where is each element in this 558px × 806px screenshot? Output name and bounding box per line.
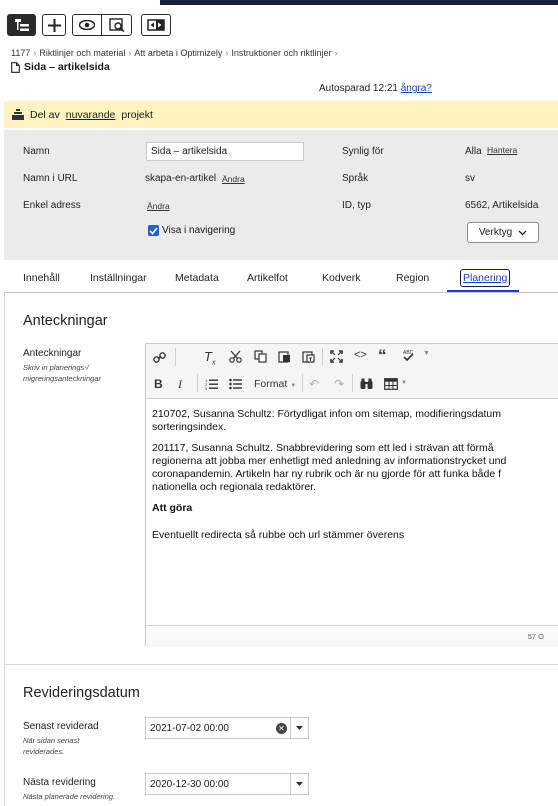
notes-help-line: Skriv in planerings-/ [23,363,89,372]
url-value: skapa-en-artikel [145,173,217,184]
note-line: regionerna att jobba mer enhetligt med anledning av informationstrycket und [152,455,507,467]
tab-bar [4,264,558,293]
table-dropdown-icon[interactable]: ▼ [401,380,407,386]
url-label: Namn i URL [23,173,78,184]
simple-address-change-link[interactable]: Ändra [147,201,170,211]
breadcrumb-separator: › [128,48,132,58]
tab-region[interactable]: Region [396,272,430,284]
top-bar-dark [160,0,558,5]
tab-article-footer[interactable]: Artikelfot [247,272,288,284]
compare-icon [147,19,165,31]
project-icon [12,109,24,120]
next-revision-label: Nästa revidering [23,777,96,788]
date-dropdown-button[interactable] [290,718,308,738]
name-label: Namn [23,146,50,157]
notes-rich-text-editor[interactable] [145,343,558,646]
format-dropdown[interactable]: Format ▼ [254,378,297,390]
tree-icon [14,18,30,32]
chevron-down-icon [296,782,303,786]
project-link[interactable]: nuvarande [65,108,116,121]
project-bar [4,101,558,128]
copy-icon[interactable] [254,350,267,366]
spellcheck-icon[interactable] [402,349,415,365]
chevron-down-icon [296,726,303,730]
preview-button[interactable] [102,15,131,35]
tab-metadata[interactable]: Metadata [175,272,219,284]
last-revised-date-input[interactable] [145,717,309,739]
language-label: Språk [342,173,369,184]
checkbox-checked-icon [148,225,159,236]
notes-section-title: Anteckningar [23,313,108,329]
language-value: sv [465,173,475,184]
format-dropdown-label: Format [254,378,288,390]
paste-icon[interactable] [278,350,291,366]
tools-button[interactable] [467,222,539,243]
source-code-icon[interactable]: <> [354,349,367,361]
svg-text:1: 1 [205,378,208,383]
svg-text:ABC: ABC [403,350,414,356]
page-title [11,61,110,73]
character-count: 57 O [527,632,544,641]
note-paragraph: Eventuellt redirecta så rubbe och url stämmer överens [152,529,405,541]
editor-toolbar [146,344,558,399]
compare-button[interactable] [141,14,171,36]
redo-icon[interactable]: ↷ [334,377,345,391]
focus-ring [460,269,510,287]
clear-formatting-icon[interactable]: $T_x$ [204,349,216,367]
toolbar-separator [302,374,303,392]
toolbar-separator [322,348,323,366]
breadcrumb-item[interactable]: Instruktioner och riktlinjer [231,48,332,58]
svg-text:3: 3 [205,386,208,390]
breadcrumb [11,48,340,58]
project-prefix: Del av [30,108,60,121]
section-divider [4,664,558,665]
add-button[interactable] [42,14,66,36]
link-icon[interactable] [153,351,166,367]
bulleted-list-icon[interactable] [229,378,242,393]
tools-button-label: Verktyg [478,227,513,238]
tab-codes[interactable]: Kodverk [322,272,361,284]
view-toggle-group [72,14,132,36]
id-type-label: ID, typ [342,200,371,211]
spellcheck-dropdown-icon[interactable]: ▼ [423,350,430,357]
global-toolbar [0,6,558,44]
bold-icon[interactable]: B [154,377,163,391]
note-line: 201117, Susanna Schultz. Snabbrevidering som ett led i strävan att förmå [152,442,494,454]
editor-status-bar [146,625,558,647]
last-revised-help-line: När sidan senast [23,736,80,745]
find-icon[interactable] [360,378,373,393]
note-paragraph [152,408,558,434]
toolbar-separator [175,348,176,366]
breadcrumb-item[interactable]: Att arbeta i Optimizely [134,48,223,58]
preview-search-icon [109,18,125,32]
toolbar-separator [197,374,198,392]
last-revised-label: Senast reviderad [23,721,99,732]
navigation-tree-button[interactable] [7,14,36,36]
toolbar-separator [352,374,353,392]
page-properties-panel [4,130,558,260]
show-in-navigation-checkbox[interactable] [148,225,235,236]
note-line: sorteringsindex. [152,421,227,433]
page-title-text: Sida – artikelsida [24,61,110,73]
chevron-down-icon [518,230,527,236]
breadcrumb-separator: › [225,48,229,58]
view-button[interactable] [73,15,102,35]
simple-address-label: Enkel adress [23,200,81,211]
autosave-text: Autosparad 12:21 [319,83,398,94]
note-heading: Att göra [152,502,193,514]
manage-visibility-link[interactable]: Hantera [487,145,518,155]
breadcrumb-separator: › [33,48,37,58]
breadcrumb-item[interactable]: 1177 [11,48,31,58]
note-paragraph [152,442,558,494]
notes-help [23,362,101,384]
last-revised-help-line: reviderades. [23,747,65,756]
project-suffix: projekt [121,108,153,121]
visible-for-value: Alla [465,146,482,157]
next-revision-date-value: 2020-12-30 00:00 [150,779,229,790]
next-revision-help: Nästa planerade revidering. [23,792,116,801]
id-type-value: 6562, Artikelsida [465,200,539,211]
notes-help-line: migreringsanteckningar [23,374,101,383]
url-change-link[interactable]: Ändra [222,174,245,184]
tab-planning-label: Planering [463,272,508,284]
clear-date-icon[interactable]: ✕ [276,723,287,734]
note-line: coronapandemin. Artikeln har ny rubrik och är nu gjorde för att funka både f [152,468,502,480]
date-dropdown-button[interactable] [290,774,308,794]
undo-link[interactable]: ångra? [400,83,432,94]
eye-icon [79,20,95,30]
maximize-icon[interactable] [330,350,343,366]
numbered-list-icon[interactable] [205,378,218,393]
breadcrumb-separator: › [334,48,338,58]
breadcrumb-item[interactable]: Riktlinjer och material [39,48,126,58]
tab-settings[interactable]: Inställningar [90,272,147,284]
undo-icon[interactable]: ↶ [309,377,320,391]
last-revised-date-value: 2021-07-02 00:00 [150,723,229,734]
content-left-border [4,292,5,806]
cut-icon[interactable] [229,350,242,366]
plus-icon [48,19,61,32]
tab-content[interactable]: Innehåll [23,272,60,284]
active-tab-indicator [447,290,519,292]
blockquote-icon[interactable]: “ [378,346,387,365]
revision-section-title: Revideringsdatum [23,685,140,701]
show-in-navigation-label: Visa i navigering [162,225,236,236]
note-line: nationella och regionala redaktörer. [152,481,317,493]
tab-planning[interactable] [463,272,507,284]
next-revision-date-input[interactable] [145,773,309,795]
page-icon [11,62,20,73]
visible-for-label: Synlig för [342,146,384,157]
name-input[interactable]: Sida – artikelsida [146,142,304,161]
autosave-status [319,83,432,94]
table-icon[interactable] [384,378,398,393]
svg-text:2: 2 [205,382,208,387]
last-revised-help [23,735,79,757]
italic-icon[interactable]: I [178,377,182,391]
editor-content[interactable] [152,408,558,550]
note-line: 210702, Susanna Schultz: Förtydligat infon om sitemap, modifieringsdatum [152,408,502,420]
notes-label: Anteckningar [23,348,82,359]
top-strip [0,0,558,4]
paste-text-icon[interactable] [302,350,315,366]
